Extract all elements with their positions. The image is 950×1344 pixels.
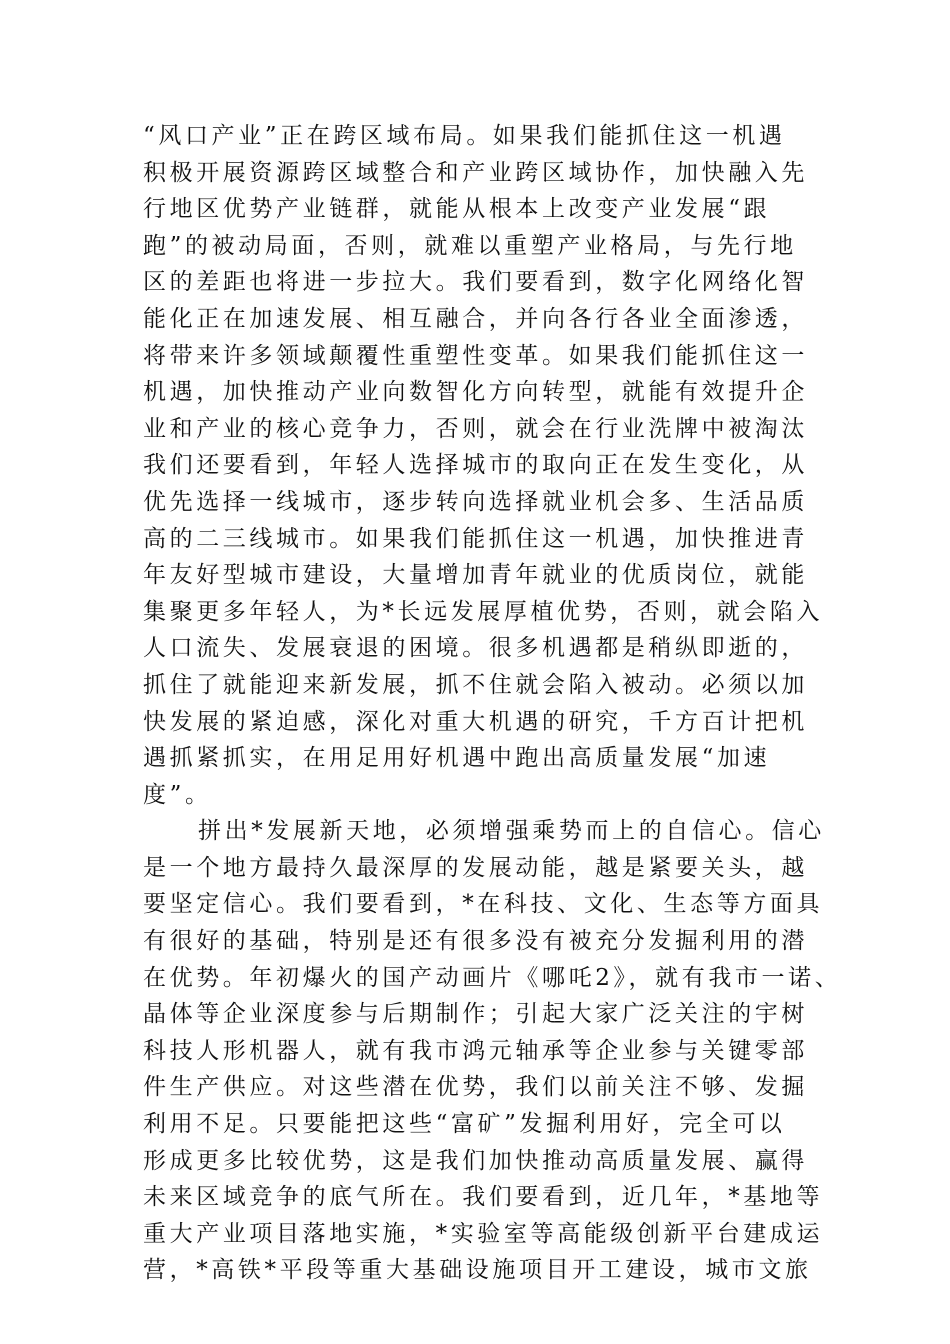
text-line: 机遇，加快推动产业向数智化方向转型，就能有效提升企 <box>143 379 808 406</box>
text-line: 拼出*发展新天地，必须增强乘势而上的自信心。信心 <box>198 818 825 845</box>
paragraph-opportunities <box>143 118 824 813</box>
text-line: 件生产供应。对这些潜在优势，我们以前关注不够、发掘 <box>143 1074 808 1101</box>
text-line: 度”。 <box>143 781 212 808</box>
text-line: 将带来许多领域颠覆性重塑性变革。如果我们能抓住这一 <box>143 342 808 369</box>
text-line: 年友好型城市建设，大量增加青年就业的优质岗位，就能 <box>143 562 808 589</box>
text-line: 科技人形机器人，就有我市鸿元轴承等企业参与关键零部 <box>143 1037 808 1064</box>
text-line: 快发展的紧迫感，深化对重大机遇的研究，千方百计把机 <box>143 708 808 735</box>
text-line: 人口流失、发展衰退的困境。很多机遇都是稍纵即逝的， <box>143 635 808 662</box>
text-line: 集聚更多年轻人，为*长远发展厚植优势，否则，就会陷入 <box>143 598 824 625</box>
text-line: 是一个地方最持久最深厚的发展动能，越是紧要关头，越 <box>143 854 808 881</box>
text-line: 高的二三线城市。如果我们能抓住这一机遇，加快推进青 <box>143 525 808 552</box>
text-line: 能化正在加速发展、相互融合，并向各行各业全面渗透， <box>143 305 808 332</box>
text-line: 区的差距也将进一步拉大。我们要看到，数字化网络化智 <box>143 269 808 296</box>
text-line: 业和产业的核心竞争力，否则，就会在行业洗牌中被淘汰 <box>143 415 808 442</box>
paragraph-confidence <box>143 813 842 1289</box>
text-line: 营，*高铁*平段等重大基础设施项目开工建设，城市文旅 <box>143 1257 812 1284</box>
text-line: 重大产业项目落地实施，*实验室等高能级创新平台建成运 <box>143 1220 824 1247</box>
text-line: 未来区域竞争的底气所在。我们要看到，近几年，*基地等 <box>143 1184 824 1211</box>
text-line: 要坚定信心。我们要看到，*在科技、文化、生态等方面具 <box>143 891 824 918</box>
text-line: 积极开展资源跨区域整合和产业跨区域协作，加快融入先 <box>143 159 808 186</box>
body-text <box>143 118 842 1289</box>
text-line: 有很好的基础，特别是还有很多没有被充分发掘利用的潜 <box>143 928 808 955</box>
text-line: “风口产业”正在跨区域布局。如果我们能抓住这一机遇 <box>143 123 786 149</box>
text-line: 行地区优势产业链群，就能从根本上改变产业发展“跟 <box>143 196 771 223</box>
text-line: 在优势。年初爆火的国产动画片《哪吒2》，就有我市一诺、 <box>143 964 842 991</box>
text-line: 利用不足。只要能把这些“富矿”发掘利用好，完全可以 <box>143 1111 786 1138</box>
text-line: 遇抓紧抓实，在用足用好机遇中跑出高质量发展“加速 <box>143 745 771 772</box>
text-line: 晶体等企业深度参与后期制作；引起大家广泛关注的宇树 <box>143 1001 808 1028</box>
text-line: 抓住了就能迎来新发展，抓不住就会陷入被动。必须以加 <box>143 671 808 698</box>
text-line: 优先选择一线城市，逐步转向选择就业机会多、生活品质 <box>143 488 808 515</box>
text-line: 跑”的被动局面，否则，就难以重塑产业格局，与先行地 <box>143 232 797 259</box>
text-line: 我们还要看到，年轻人选择城市的取向正在发生变化，从 <box>143 452 808 479</box>
text-line: 形成更多比较优势，这是我们加快推动高质量发展、赢得 <box>143 1147 808 1174</box>
